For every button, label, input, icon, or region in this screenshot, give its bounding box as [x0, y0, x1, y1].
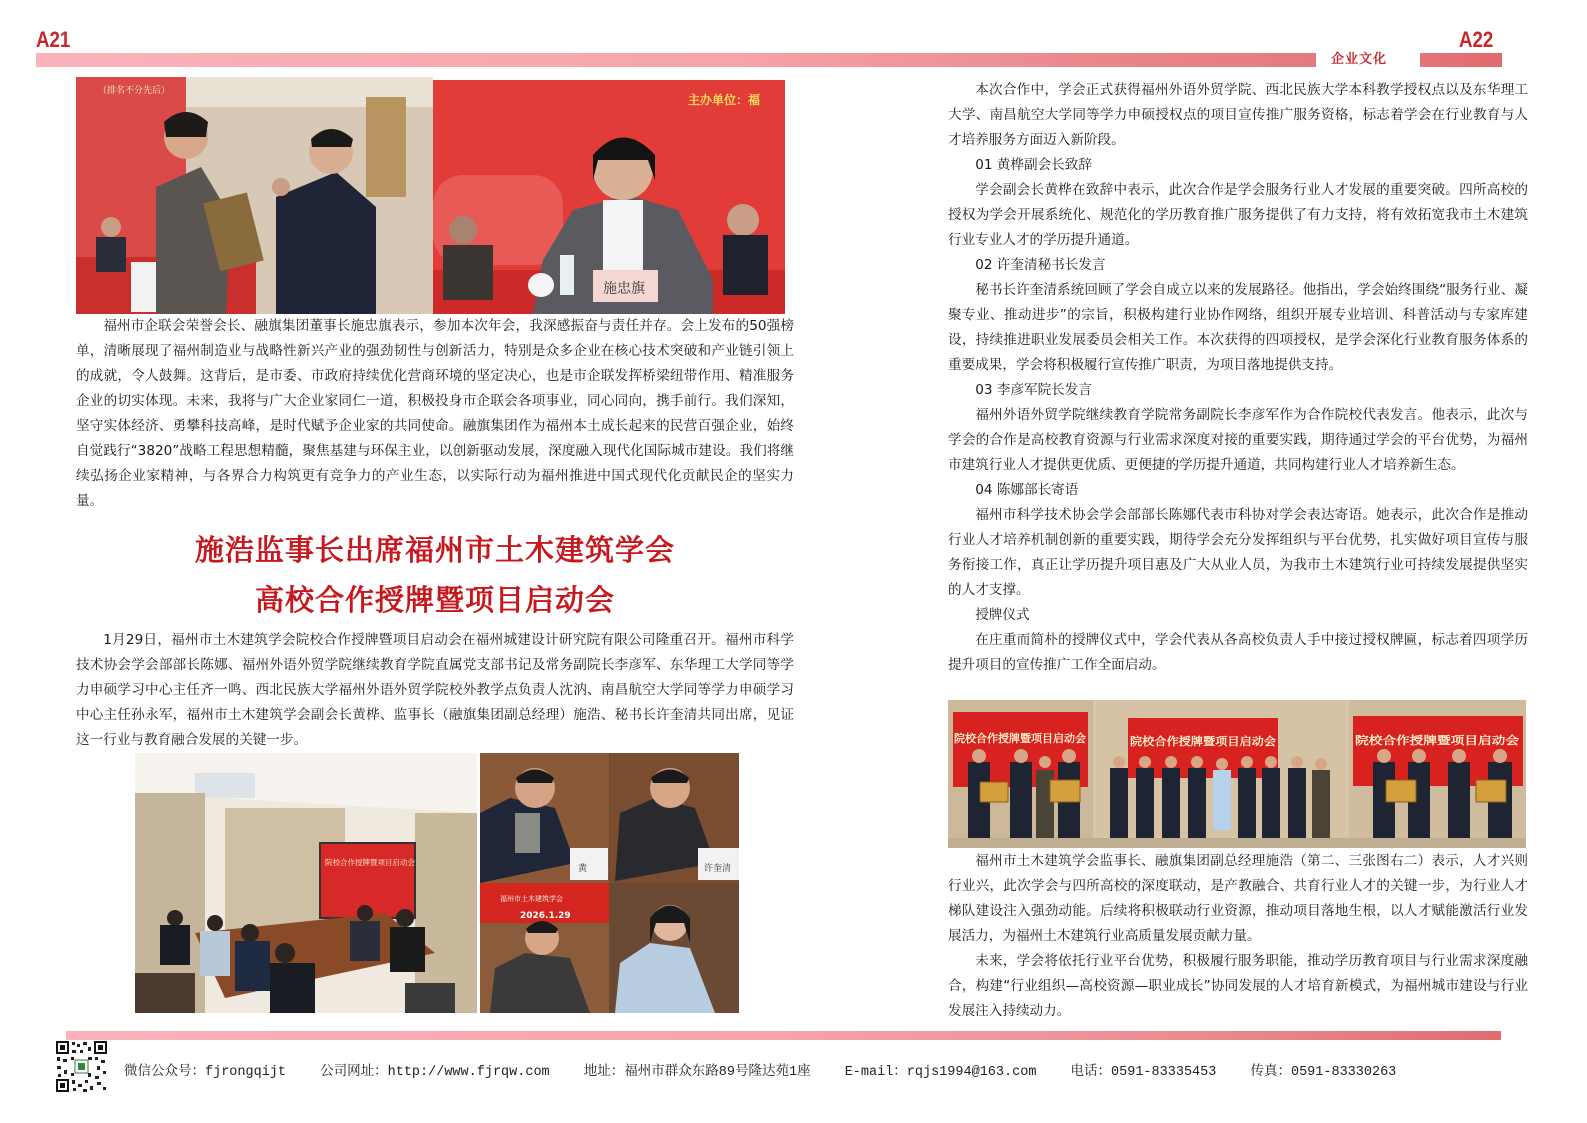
award-presentation-photo	[76, 77, 433, 314]
article-paragraph: 1月29日，福州市土木建筑学会院校合作授牌暨项目启动会在福州城建设计研究院有限公司隆重召开。福州市科学技术协会学会部部长陈娜、福州外语外贸学院继续教育学院直属党支部书记及常务副院长李彦军、东华理工大学同等学力申硕学习中心主任齐一鸣、西北民族大学福州外语外贸学院校外教学点负责人沈汭、南昌航空大学同等学力申硕学习中心主任孙永军，福州市土木建筑学会副会长黄桦、监事长（融旗集团副总经理）施浩、秘书长许奎清共同出席，见证这一行业与教育融合发展的关键一步。	[76, 632, 794, 748]
banner-text: 院校合作授牌暨项目启动会	[1130, 735, 1262, 748]
phone-number: 电话：0591-83335453	[1070, 1065, 1217, 1080]
screen-title: 院校合作授牌暨项目启动会	[325, 858, 415, 867]
section-label: 企业文化	[1331, 52, 1388, 67]
article-headline	[76, 525, 794, 625]
intro-paragraph: 福州市企联会荣誉会长、融旗集团董事长施忠旗表示，参加本次年会，我深感振奋与责任并存。会上发布的50强榜单，清晰展现了福州制造业与战略性新兴产业的强劲韧性与创新活力，特别是众多企业在核心技术突破和产业链引领上的成就，令人鼓舞。这背后，是市委、市政府持续优化营商环境的坚定决心，也是市企联发挥桥梁纽带作用、精准服务企业的切实体现。未来，我将与广大企业家同仁一道，积极投身市企联会各项事业，同心同向，携手前行。我们深知，坚守实体经济、勇攀科技高峰，是时代赋予企业家的共同使命。融旗集团作为福州本土成长起来的民营百强企业，始终自觉践行“3820”战略工程思想精髓，聚焦基建与环保主业，以创新驱动发展，深度融入现代化国际城市建设。我们将继续弘扬企业家精神，与各界合力构筑更有竞争力的产业生态，以实际行动为福州推进中国式现代化贡献民企的坚实力量。	[76, 318, 794, 509]
section-body-04: 福州市科学技术协会学会部部长陈娜代表市科协对学会表达寄语。她表示，此次合作是推动行业人才培养机制创新的重要实践，期待学会充分发挥组织与平台优势，扎实做好项目宣传与服务衔接工作，真正让学历提升项目惠及广大从业人员，为我市土木建筑行业可持续发展提供坚实的人才支撑。	[948, 507, 1528, 598]
closing-paragraph-2: 未来，学会将依托行业平台优势，积极履行服务职能，推动学历教育项目与行业需求深度融合，构建“行业组织—高校资源—职业成长”协同发展的人才培育新模式，为福州城市建设与行业发展注入持续动力。	[948, 953, 1528, 1019]
header-bar-right	[1420, 53, 1502, 67]
contact-footer	[124, 1059, 1422, 1080]
section-title-03: 03 李彦军院长发言	[975, 382, 1092, 398]
header-bar-left	[36, 53, 1316, 67]
footer-bar	[66, 1031, 1501, 1040]
address: 地址：福州市群众东路89号隆达苑1座	[583, 1065, 811, 1080]
photo-overlay-text: （排名不分先后）	[98, 86, 171, 96]
website-link[interactable]: 公司网址：http://www.fjrqw.com	[320, 1065, 550, 1080]
screen-date: 2026.1.29	[520, 911, 571, 921]
qr-code-icon[interactable]	[55, 1040, 108, 1093]
section-title-02: 02 许奎清秘书长发言	[975, 257, 1106, 273]
speaker-at-table-photo	[433, 80, 785, 314]
section-title-01: 01 黄桦副会长致辞	[975, 157, 1092, 173]
page-number-left: A21	[36, 27, 71, 52]
speakers-grid-photo	[480, 753, 739, 1013]
page-number-right: A22	[1459, 27, 1494, 52]
section-title-04: 04 陈娜部长寄语	[975, 482, 1079, 498]
svg-text:许奎清: 许奎清	[704, 864, 732, 874]
section-body-03: 福州外语外贸学院继续教育学院常务副院长李彦军作为合作院校代表发言。他表示，此次与学会的合作是高校教育资源与行业需求深度对接的重要实践，期待通过学会的平台优势，为福州市建筑行业人才提供更优质、更便捷的学历提升通道，共同构建行业人才培养新生态。	[948, 407, 1528, 473]
banner-text: 院校合作授牌暨项目启动会	[1355, 734, 1487, 747]
meeting-room-photo	[135, 753, 477, 1013]
headline-line-1: 施浩监事长出席福州市土木建筑学会	[194, 533, 675, 567]
nameplate-text: 施忠旗	[603, 281, 645, 297]
section-title-ceremony: 授牌仪式	[975, 607, 1030, 623]
section-body-02: 秘书长许奎清系统回顾了学会自成立以来的发展路径。他指出，学会始终围绕“服务行业、凝聚专业、推动进步”的宗旨，积极构建行业协作网络，组织开展专业培训、科普活动与专家库建设，持续推进职业发展委员会相关工作。本次获得的四项授权，是学会深化行业教育服务体系的重要成果，学会将积极履行宣传推广职责，为项目落地提供支持。	[948, 282, 1528, 373]
email-link[interactable]: E-mail：rqjs1994@163.com	[844, 1065, 1037, 1080]
screen-footer: 福州市土木建筑学会	[500, 895, 563, 903]
section-body-ceremony: 在庄重而简朴的授牌仪式中，学会代表从各高校负责人手中接过授权牌匾，标志着四项学历提升项目的宣传推广工作全面启动。	[948, 632, 1528, 673]
closing-paragraph-1: 福州市土木建筑学会监事长、融旗集团副总经理施浩（第二、三张图右二）表示，人才兴则行业兴，此次学会与四所高校的深度联动，是产教融合、共育行业人才的关键一步，为行业人才梯队建设注入强劲动能。后续将积极联动行业资源，推动项目落地生根，以人才赋能激活行业发展活力，为福州土木建筑行业高质量发展贡献力量。	[948, 853, 1528, 944]
svg-text:黄: 黄	[578, 864, 588, 874]
banner-text: 院校合作授牌暨项目启动会	[954, 732, 1086, 745]
headline-line-2: 高校合作授牌暨项目启动会	[254, 583, 615, 617]
fax-number: 传真：0591-83330263	[1250, 1065, 1397, 1080]
intro-paragraph-right: 本次合作中，学会正式获得福州外语外贸学院、西北民族大学本科教学授权点以及东华理工大学、南昌航空大学同等学力申硕授权点的项目宣传推广服务资格，标志着学会在行业教育与人才培养服务方面迈入新阶段。	[948, 82, 1528, 148]
wechat-account: 微信公众号：fjrongqijt	[124, 1065, 287, 1080]
section-body-01: 学会副会长黄桦在致辞中表示，此次合作是学会服务行业人才发展的重要突破。四所高校的授权为学会开展系统化、规范化的学历教育推广服务提供了有力支持，将有效拓宽我市土木建筑行业专业人才的学历提升通道。	[948, 182, 1528, 248]
ceremony-photos-strip	[948, 700, 1526, 848]
photo-overlay-text: 主办单位：福	[688, 93, 761, 107]
